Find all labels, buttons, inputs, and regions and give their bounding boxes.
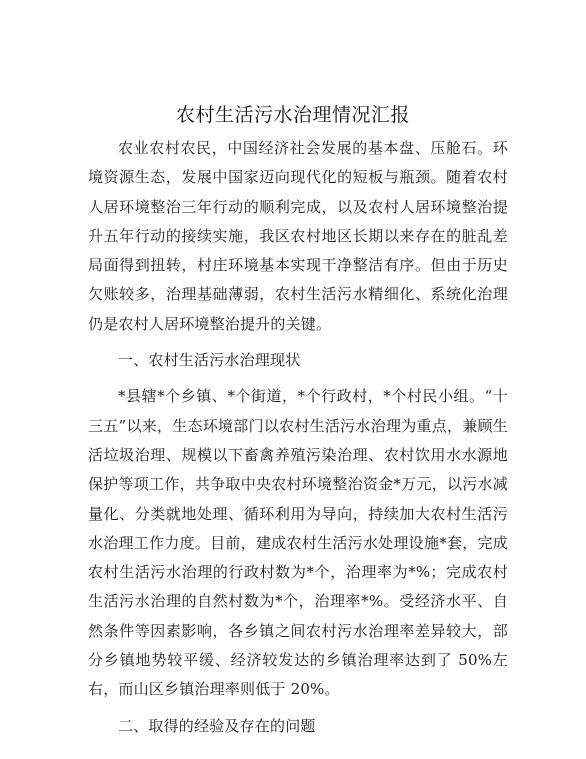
status-paragraph: *县辖*个乡镇、*个街道，*个行政村，*个村民小组。“十三五”以来，生态环境部门以农村生活污水治理为重点，兼顾生活垃圾治理、规模以下畜禽养殖污染治理、农村饮用水水源地保护等项工作，共争取中央农村环境整治资金*万元，以污水减量化、分类就地处理、循环利用为导向，持续加大农村生活污水治理工作力度。目前，建成农村生活污水处理设施*套，完成农村生活污水治理的行政村数为*个，治理率为*%；完成农村生活污水治理的自然村数为*个，治理率*%。受经济水平、自然条件等因素影响，各乡镇之间农村污水治理率差异较大，部分乡镇地势较平缓、经济较发达的乡镇治理率达到了 50%左右，而山区乡镇治理率则低于 20%。 (88, 387, 508, 699)
intro-paragraph: 农业农村农民，中国经济社会发展的基本盘、压舱石。环境资源生态，发展中国家迈向现代化的短板与瓶颈。随着农村人居环境整治三年行动的顺利完成，以及农村人居环境整治提升五年行动的接续实施，我区农村地区长期以来存在的脏乱差局面得到扭转，村庄环境基本实现干净整洁有序。但由于历史欠账较多，治理基础薄弱，农村生活污水精细化、系统化治理仍是农村人居环境整治提升的关键。 (88, 139, 508, 333)
section-heading-2: 二、取得的经验及存在的问题 (118, 716, 316, 735)
section-heading-1: 一、农村生活污水治理现状 (118, 351, 301, 370)
document-title: 农村生活污水治理情况汇报 (175, 104, 410, 126)
document-body (88, 134, 508, 748)
